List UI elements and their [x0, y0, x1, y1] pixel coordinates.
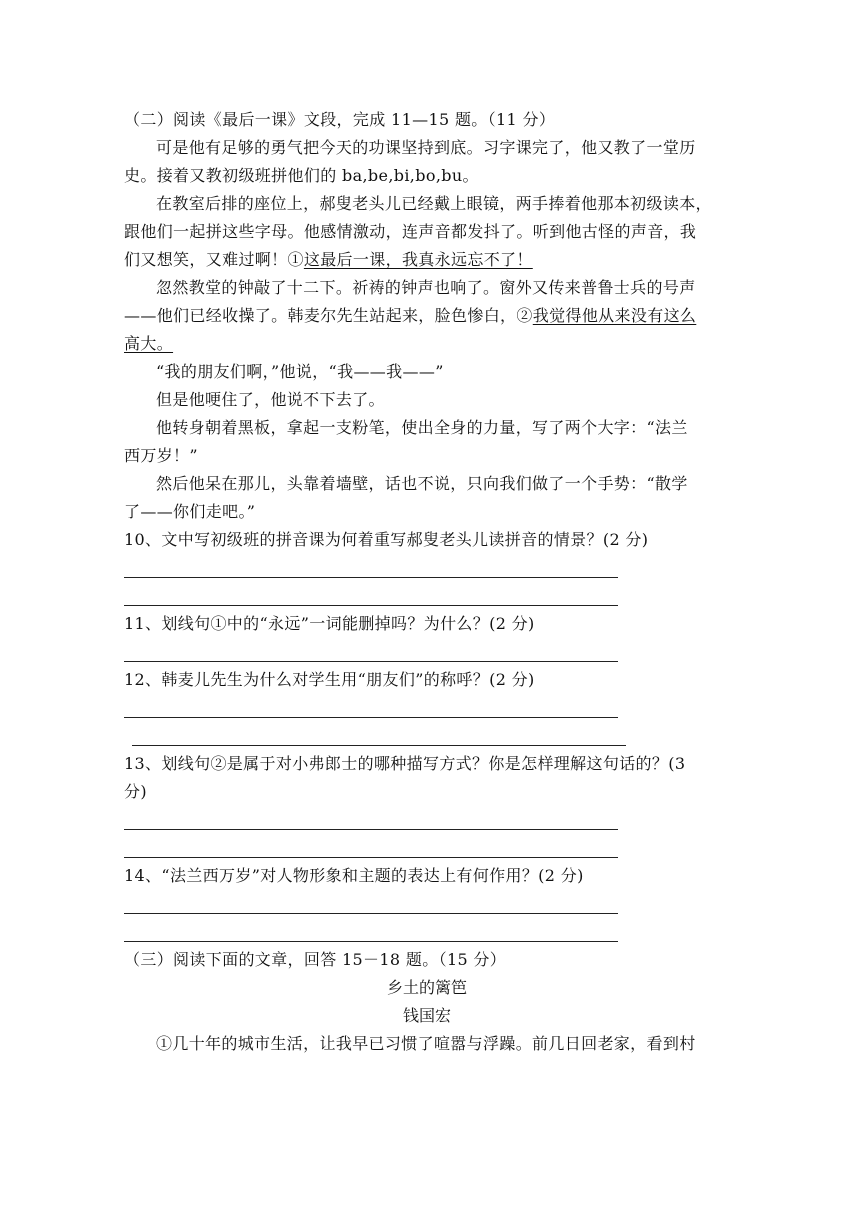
- question-10: 10、文中写初级班的拼音课为何着重写郝叟老头儿读拼音的情景？(2 分): [124, 530, 649, 549]
- passage-line: [124, 246, 730, 274]
- passage-line: [124, 302, 730, 330]
- passage-line: 然后他呆在那儿，头靠着墙壁，话也不说，只向我们做了一个手势：“散学: [156, 474, 688, 493]
- passage-line: 但是他哽住了，他说不下去了。: [156, 390, 385, 409]
- answer-line[interactable]: [124, 722, 730, 750]
- answer-line[interactable]: [124, 890, 730, 918]
- passage-text: 们又想笑，又难过啊！①: [124, 250, 304, 269]
- answer-line[interactable]: [124, 834, 730, 862]
- question-13: 13、划线句②是属于对小弗郎士的哪种描写方式？你是怎样理解这句话的？(3: [124, 754, 686, 773]
- underlined-sentence-2-end: 高大。: [124, 334, 174, 353]
- passage-line: 可是他有足够的勇气把今天的功课坚持到底。习字课完了，他又教了一堂历: [156, 138, 696, 157]
- passage-line: ①几十年的城市生活，让我早已习惯了喧嚣与浮躁。前几日回老家，看到村: [156, 1034, 696, 1053]
- answer-line[interactable]: [124, 554, 730, 582]
- question-11: 11、划线句①中的“永远”一词能删掉吗？为什么？(2 分): [124, 614, 535, 633]
- passage-text: ——他们已经收操了。韩麦尔先生站起来，脸色惨白，②: [124, 306, 533, 325]
- answer-line[interactable]: [124, 638, 730, 666]
- passage-line: 跟他们一起拼这些字母。他感情激动，连声音都发抖了。听到他古怪的声音，我: [124, 222, 697, 241]
- article-title: 乡土的篱笆: [386, 978, 467, 997]
- passage-line: 西万岁！”: [124, 446, 198, 465]
- passage-line: 忽然教堂的钟敲了十二下。祈祷的钟声也响了。窗外又传来普鲁士兵的号声: [156, 278, 696, 297]
- underlined-sentence-2: 我觉得他从来没有这么: [532, 306, 697, 325]
- passage-line: 了——你们走吧。”: [124, 502, 256, 521]
- document-page: [124, 106, 730, 1058]
- article-author: 钱国宏: [402, 1006, 451, 1025]
- answer-line[interactable]: [124, 918, 730, 946]
- passage-line: 史。接着又教初级班拼他们的 ba,be,bi,bo,bu。: [124, 166, 479, 185]
- answer-line[interactable]: [124, 582, 730, 610]
- question-13-cont: 分): [124, 782, 147, 801]
- question-14: 14、“法兰西万岁”对人物形象和主题的表达上有何作用？(2 分): [124, 866, 584, 885]
- answer-line[interactable]: [124, 806, 730, 834]
- passage-line: 在教室后排的座位上，郝叟老头儿已经戴上眼镜，两手捧着他那本初级读本，: [156, 194, 712, 213]
- section-heading-3: （三）阅读下面的文章，回答 15－18 题。（15 分）: [124, 950, 507, 969]
- passage-line: 他转身朝着黑板，拿起一支粉笔，使出全身的力量，写了两个大字：“法兰: [156, 418, 688, 437]
- answer-line[interactable]: [124, 694, 730, 722]
- passage-line: [124, 330, 730, 358]
- passage-line: “我的朋友们啊，”他说，“我——我——”: [156, 362, 444, 381]
- section-heading-2: （二）阅读《最后一课》文段，完成 11—15 题。（11 分）: [124, 110, 556, 129]
- underlined-sentence-1: 这最后一课，我真永远忘不了！: [303, 250, 533, 269]
- question-12: 12、韩麦儿先生为什么对学生用“朋友们”的称呼？(2 分): [124, 670, 535, 689]
